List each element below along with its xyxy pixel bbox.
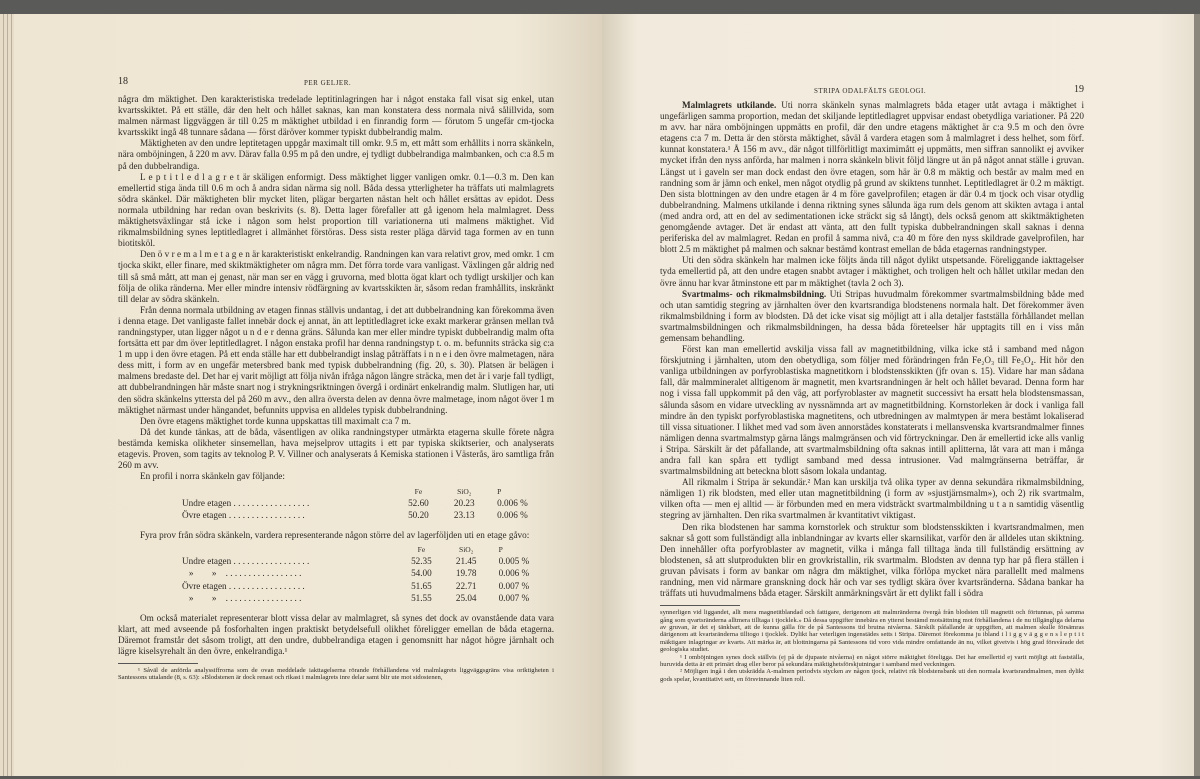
cell: 0.007 %	[498, 580, 530, 591]
cell: 23.13	[453, 510, 475, 521]
cell: 54.00	[411, 568, 432, 579]
table-row	[118, 497, 554, 509]
page-edge-shadow	[1194, 14, 1200, 776]
table-row	[118, 509, 554, 521]
paragraph	[660, 289, 1084, 344]
row-label: Undre etagen . . . . . . . . . . . . . . . . .	[182, 497, 310, 508]
cell: 52.60	[408, 497, 429, 508]
paragraph-text: Uti den södra skänkeln har malmen icke följts ända till något dylikt utspetsande. Föreliggande iakttagelser tyda emellertid på, att den undre etagen snabbt avtager i mäktighet, och troligen helt och hållet utkilar medan den övre ännu har kvar åtminstone ett par m mäktighet (tavla 2 och 3).	[660, 255, 1084, 288]
footnote-rule	[118, 663, 198, 664]
table-row	[118, 568, 554, 580]
paragraph-text: All rikmalm i Stripa är sekundär.² Man kan urskilja två olika typer av denna sekundära rikmalmsbildning, nämligen 1) rik blodsten, med eller utan magnetitbildning (i form av »sjustjärnsmalm»), och 2) rik svartmalm, vilken ofta — men ej alltid — är förbunden med en mera vidsträckt svartmalmbildning u t a n samtidig väsentlig stegring av järnhalten. Den rika svartmalmen är kvantitativt viktigast.	[660, 477, 1084, 521]
cell: 52.35	[411, 556, 432, 567]
running-head: STRIPA ODALFÄLTS GEOLOGI.	[814, 87, 927, 95]
cell: 21.45	[455, 556, 477, 567]
cell: 0.006 %	[497, 510, 528, 521]
footnote: ² Möjligen ingå i den utskrädda A-malmen periodvis stycken av någon tjock, relativt rik blodstensbank uti den normala kvartsrandmalmen, men dylikt gods spelar, kvantitativt sett, en försvinnande liten roll.	[660, 668, 1084, 683]
table-row	[118, 580, 554, 592]
footnote: ¹ I omböjningen synes dock ställvis (ej på de djupaste nivåerna) en något större mäktighet föreligga. Det har emellertid ej varit möjligt att fastställa, huruvida detta är ett primärt drag eller beror på sekundära mäktighetsförskjutningar i samband med veckningen.	[660, 653, 1084, 669]
paragraph: Då det kunde tänkas, att de båda, väsentligen av olika randningstyper utmärkta etagerna skulle förete några bestämda kemiska olikheter sinsemellan, hava mejselprov uttagits i ett par typiska skiktserier, och analyserats etagevis. Proven, som tagits av teknolog P. V. Villner och analyserats å Kemiska stationen i Västerås, äro samtliga från 260 m avv.	[118, 426, 554, 471]
col-header: Fe	[414, 486, 423, 496]
paragraph-text: Den rika blodstenen har samma kornstorlek och struktur som blodstensskikten i kvartsrandmalmen, men saknar så gott som fullständigt alla inblandningar av kvarts eller skarnsilikat, varför den är alldeles utan skiktning. Den innehåller ofta porfyroblaster av magnetit, vilka i många fall tilltaga ända till fullständig ersättning av blodstenen, så att slutprodukten blir en grovkristallin, rik svartmalm. Blodsten av denna typ har på flera ställen i gruvan påvisats i form av bankar om några dm mäktighet, vilka förlöpa mycket nära parallellt med malmens randning, men vid närmare granskning dock här och var ses tydligt skära över kvartsränderna. Sådana bankar ha träffats uti huvudmalmens båda etager. Särskilt anmärkningsvärt är ett dylikt fall i södra	[660, 521, 1084, 599]
paragraph: L e p t i t l e d l a g r e t är skäligen enformigt. Dess mäktighet ligger vanligen omkr. 0.1—0.3 m. Den kan emellertid stiga ända till 0.6 m och å andra sidan närma sig noll. Båda dessa ytterligheter ha träffats uti malmlagrets södra skänkel. Där mäktigheten blir mycket liten, plägar bergarten nästan helt och hållet ersättas av epidot. Dess normala utbildning har redan ovan beskrivits (s. 8). Detta lager förefaller att gå igenom hela malmlagret. Dess mäktighetsväxlingar stå icke i någon som helst proportion till variationerna uti malmens mäktighet. Vid rikmalmsbildning synes leptitledlagret i allmänhet förstöras. Dess sista rester pläga därvid taga formen av en tunn biotitsköl.	[118, 171, 554, 249]
col-header: P	[498, 545, 503, 555]
footnote: ¹ Såväl de anförda analyssiffrorna som de ovan meddelade iakttagelserna rörande förhållandena vid malmlagrets liggväggsgräns visa oriktigheten i Santessons uttalande (8, s. 63): »Blodstenen är dock renast och rikast i malmlagrets inre delar samt blir ute mot sidostenen,	[118, 666, 554, 682]
cell: 25.04	[455, 592, 477, 603]
row-label: Undre etagen . . . . . . . . . . . . . . . . .	[182, 556, 310, 567]
paragraph: Från denna normala utbildning av etagen finnas ställvis undantag, i det att dubbelrandning kan förekomma även i denna etage. Det vanligaste fallet innebär dock ej annat, än att leptitledlagret icke exakt markerar gränsen mellan två randningstyper, utan ligger något u n d e r denna gräns. Sålunda kan mer eller mindre typiskt dubbelrandig malm ofta fortsätta ett par dm över leptitledlagret. I någon enstaka profil har denna randningstyp t. o. m. befunnits sträcka sig c:a 1 m upp i den övre etagen. På ett enda ställe har ett dubbelrandigt inslag påträffats i n n e i den övre malmetagen, nära dess mitt, i form av en ungefär metersbred bank med typisk dubbelrandning (fig. 20, s. 30). Platsen är belägen i malmens bredaste del. Det har ej varit möjligt att följa nivån ifråga någon längre sträcka, men det är i varje fall tydligt, att dubbelrandningen här måste snart nog i strykningsriktningen övergå i ordinärt enkelrandig malm. Slutligen har, uti den södra skänkelns yttersta del på 260 m avv., den allra översta delen av denna övre malmetage, inom något över 1 m mäktighet närmast under hängandet, befunnits uppvisa en alldeles typisk dubbelrandning.	[118, 304, 554, 415]
col-header: SiO₂	[457, 486, 472, 496]
paragraph-text: Först kan man emellertid avskilja vissa fall av magnetitbildning, vilka icke stå i samband med någon förskjutning i järnhalten, utom den obetydliga, som följer med förändringen från Fe₂O₃ till Fe₃O₄. Hit hör den vanliga utbildningen av porfyroblastiska magnetitkorn i blodstensskikten (jfr ovan s. 15). Vidare har man sådana fall, där malmmineralet alltigenom är magnetit, men kvartsrandningen är helt och hållet bevarad. Denna form har nog i vissa fall uppkommit på den väg, att porfyroblaster av magnetit successivt ha ersatt hela blodstensmassan, sålunda såsom en vidare utveckling av nyssnämnda art av magnetitbildning. Kornstorleken är dock i vanliga fall mindre än den typiskt porfyroblastiska magnetitens, och utbredningen av malmtypen är mera bestämt lokaliserad till vissa situationer. I likhet med vad som även annorstädes konstaterats i mellansvenska kvartsrandmalmer finnes nämligen denna svartmalmstyp gärna längs malmgränsen och vid förtryckningar. Den är emellertid icke alls vanlig i Stripa. Särskilt är det påfallande, att svartmalmsbildning ofta saknas intill aplitterna, låt vara att man i många andra fall kan spåra ett tydligt samband med dessa intrusioner. Vad malmgränserna beträffar, är svartmalmsbildning att beteckna blott såsom lokala undantag.	[660, 344, 1084, 477]
left-page	[14, 14, 602, 776]
table-row	[118, 556, 554, 568]
footnotes	[660, 609, 1084, 683]
paragraph-text: Uti norra skänkeln synas malmlagrets båda etager utåt avtaga i mäktighet i ungefärligen samma proportion, medan det skiljande leptitledlagret uppvisar endast obetydliga variationer. På 220 m avv. har nära omböjningen uppmätts en profil, där den undre etagens mäktighet är c:a 9.5 m och den övre etagens c:a 7 m. Detta är den största mäktighet, såväl å vardera etagen som å malmlagret i dess helhet, som förf. kunnat konstatera.¹ Å 156 m avv., där något tillförlitligt maximimått ej uppmätts, men siffran sannolikt ej avviker mycket ifrån den nyss anförda, har malmen i norra skänkeln blivit följd längre ut än på något annat ställe i gruvan. Längst ut i gaveln ser man dock endast den övre etagen, som här är 0.8 m mäktig och består av malm med en randning som är jämn och enkel, men något otydlig på grund av skiktens tunnhet. Leptitledlagret är 0.2 m mäktigt. Den sista blottningen av den undre etagen är 4 m före gavelprofilen; etagen är där 0.4 m tjock och visar otydlig dubbelrandning. Malmens utkilande i denna riktning synes sålunda äga rum dels genom att skikten avtaga i antal (med andra ord, att en del av sedimentationen icke sträckt sig så långt), dels också genom att skiktmäktigheten genomgående avtager. Det är endast att vänta, att den fullt typiska dubbelrandningen skall saknas i denna periferiska del av malmlagret. Redan en profil å samma nivå, c:a 40 m före den nyss skildrade gavelprofilen, har blott 2.5 m mäktighet på malmen och saknar bestämd kontrast emellan de båda etagernas randningstyper.	[660, 100, 1084, 255]
paragraph	[660, 344, 1084, 477]
paragraph	[660, 255, 1084, 288]
paragraph: Den ö v r e m a l m e t a g e n är karakteristiskt enkelrandig. Randningen kan vara relativt grov, med omkr. 1 cm tjocka skikt, eller finare, med skiktmäktigheter om några mm. Det förra torde vara vanligast. Växlingen går aldrig ned till så små mått, att man ej genast, när man ser en vägg i gruvorna, med blotta ögat klart och tydligt urskiljer och kan följa de olika ränderna. Mer eller mindre intensiv rödfärgning av kvartsskikten är, såsom redan framhållits, inskränkt till delar av södra skänkeln.	[118, 249, 554, 304]
cell: 0.007 %	[498, 592, 530, 603]
cell: 50.20	[408, 510, 429, 521]
cell: 20.23	[453, 497, 475, 508]
row-label: Övre etagen . . . . . . . . . . . . . . . . .	[182, 510, 305, 521]
analysis-table-south	[118, 544, 554, 605]
paragraph	[660, 477, 1084, 521]
page-number: 19	[1074, 84, 1084, 95]
analysis-table-north	[118, 485, 554, 521]
footnote: synnerligen vid liggandet, allt mera magnetitblandad och fattigare, derigenom att malmränderna övergå från blodsten till magnetit och förtunnas, på samma gång som qvartsränderna alltmera tilltaga i tjocklek.» Då dessa uppgifter innebära en ytterst bestämd motsättning mot förhållandena i de nu tillgängliga delarna av gruvan, är det ej tänkbart, att de kunna gälla för de på Santessons tid brutna nivåerna. Särskilt påfallande är uppgiften, att malmen skulle försämras därigenom att kvartsränderna tilltogo i tjocklek. Dylikt har veterligen ingenstädes setts i Stripa. Däremot förekomma ju ibland i l i g g v ä g g e n s l e p t i t mäktigare inlagringar av kvarts. Att märka är, att blottningarna på Santessons tid voro vida mindre omfattande än nu, vilket givetvis i hög grad försvårade det geologiska studiet.	[660, 609, 1084, 654]
running-head: PER GELJER.	[304, 79, 352, 87]
cell: 22.71	[455, 580, 477, 591]
row-label: » » . . . . . . . . . . . . . . . . .	[182, 592, 302, 603]
row-label: » » . . . . . . . . . . . . . . . . .	[182, 568, 302, 579]
footnotes	[118, 667, 554, 682]
cell: 19.78	[455, 568, 477, 579]
table-row	[118, 592, 554, 604]
cell: 0.006 %	[498, 568, 530, 579]
paragraph: Mäktigheten av den undre leptitetagen uppgår maximalt till omkr. 9.5 m, ett mått som erhållits i norra skänkeln, nära omböjningen, å 220 m avv. Därav falla 0.95 m på den undre, ej tydligt dubbelrandiga malmbanken, och c:a 8.5 m på den dubbelrandiga.	[118, 138, 554, 171]
section-heading: Malmlagrets utkilande.	[682, 100, 777, 110]
cell: 0.006 %	[497, 497, 528, 508]
cell: 51.65	[411, 580, 432, 591]
paragraph	[660, 100, 1084, 255]
col-header: Fe	[417, 545, 426, 555]
left-body	[118, 94, 554, 682]
cell: 0.005 %	[498, 556, 530, 567]
cell: 51.55	[411, 592, 432, 603]
paragraph: En profil i norra skänkeln gav följande:	[140, 471, 285, 482]
paragraph: Den övre etagens mäktighet torde kunna uppskattas till maximalt c:a 7 m.	[140, 415, 411, 426]
paragraph	[660, 522, 1084, 600]
footnote-rule	[660, 605, 740, 606]
right-page	[602, 14, 1194, 776]
paragraph: Om också materialet representerar blott vissa delar av malmlagret, så synes det dock av ovanstående data vara klart, att med avseende på fosforhalten ingen praktiskt betydelsefull olikhet föreligger emellan de båda etagerna. Däremot framstår det såsom troligt, att den undre, dubbelrandiga etagen i genomsnitt har något högre järnhalt och lägre kiselsyrehalt än den övre, enkelrandiga.¹	[118, 612, 554, 656]
col-header: SiO₂	[459, 545, 474, 555]
section-heading: Svartmalms- och rikmalmsbildning.	[682, 288, 827, 299]
right-body	[660, 100, 1084, 683]
paragraph-text: Uti Stripas huvudmalm förekommer svartmalmsbildning både med och utan samtidig stegring av järnhalten över den kvartsrandiga blodstenens normala halt. Det förekommer även rikmalmsbildning i form av blodsten. Då det icke visat sig möjligt att i alla detaljer fastställa förhållandet mellan svartmalmsbildningen och rikmalmsbildningen, ha dessa båda företeelser här upptagits till en i viss mån gemensam behandling.	[660, 288, 1084, 343]
col-header: P	[497, 486, 502, 496]
paragraph: Fyra prov från södra skänkeln, vardera representerande någon större del av lagerföljden uti en etage gåvo:	[140, 529, 530, 540]
paragraph: några dm mäktighet. Den karakteristiska tredelade leptitinlagringen har i något enstaka fall visat sig enkel, utan kvartsskiktet. På ett ställe, där den helt och hållet saknas, kan man konstatera dess normala nivå sålillvida, som malmen närmast liggväggen är till 0.25 m mäktighet utbildad i en finrandig form — förutom 5 ungefär cm-tjocka kvartsskikt ingå 48 tunnare sådana — först däröver kommer typiskt dubbelrandig malm.	[118, 94, 554, 138]
row-label: Övre etagen . . . . . . . . . . . . . . . . .	[182, 580, 305, 591]
page-number: 18	[118, 76, 128, 87]
